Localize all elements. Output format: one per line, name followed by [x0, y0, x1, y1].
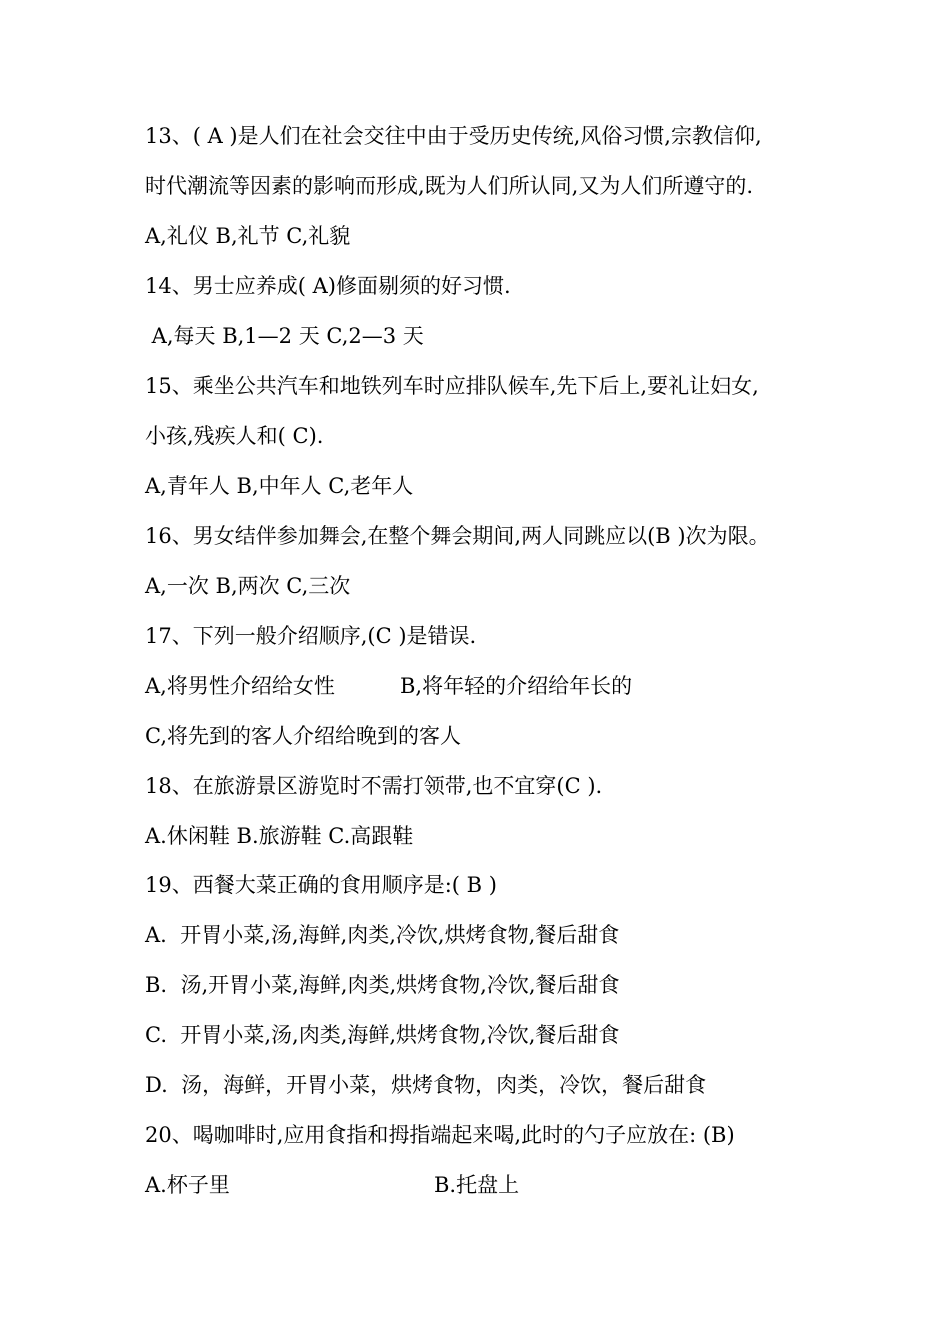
q14-text: 14、男士应养成( A)修面剔须的好习惯.	[145, 274, 511, 298]
q17-option-a: A,将男性介绍给女性	[145, 674, 335, 698]
q15-options: A,青年人 B,中年人 C,老年人	[145, 474, 414, 498]
q15-text-line2: 小孩,残疾人和( C).	[145, 424, 324, 448]
q14-options: A,每天 B,1—2 天 C,2—3 天	[145, 324, 424, 348]
q19-option-d: D. 汤，海鲜，开胃小菜，烘烤食物，肉类，冷饮，餐后甜食	[145, 1073, 707, 1097]
q20-text: 20、喝咖啡时,应用食指和拇指端起来喝,此时的勺子应放在: (B)	[145, 1123, 735, 1147]
q18-options: A.休闲鞋 B.旅游鞋 C.高跟鞋	[145, 824, 414, 848]
q17-option-b: B,将年轻的介绍给年长的	[400, 674, 633, 698]
q19-option-b: B. 汤,开胃小菜,海鲜,肉类,烘烤食物,冷饮,餐后甜食	[145, 973, 620, 997]
q16-options: A,一次 B,两次 C,三次	[145, 574, 351, 598]
q17-option-c: C,将先到的客人介绍给晚到的客人	[145, 724, 461, 748]
q18-text: 18、在旅游景区游览时不需打领带,也不宜穿(C ).	[145, 774, 603, 798]
q20-option-b: B.托盘上	[434, 1173, 520, 1197]
q19-text: 19、西餐大菜正确的食用顺序是:( B )	[145, 873, 497, 897]
q13-text-line1: 13、( A )是人们在社会交往中由于受历史传统,风俗习惯,宗教信仰,	[145, 124, 762, 148]
q13-text-line2: 时代潮流等因素的影响而形成,既为人们所认同,又为人们所遵守的.	[145, 174, 754, 198]
q19-option-a: A. 开胃小菜,汤,海鲜,肉类,冷饮,烘烤食物,餐后甜食	[145, 923, 620, 947]
q17-text: 17、下列一般介绍顺序,(C )是错误.	[145, 624, 477, 648]
q20-option-a: A.杯子里	[145, 1173, 230, 1197]
q16-text: 16、男女结伴参加舞会,在整个舞会期间,两人同跳应以(B )次为限。	[145, 524, 770, 548]
q13-options: A,礼仪 B,礼节 C,礼貌	[145, 224, 351, 248]
q19-option-c: C. 开胃小菜,汤,肉类,海鲜,烘烤食物,冷饮,餐后甜食	[145, 1023, 620, 1047]
q15-text-line1: 15、乘坐公共汽车和地铁列车时应排队候车,先下后上,要礼让妇女,	[145, 374, 759, 398]
